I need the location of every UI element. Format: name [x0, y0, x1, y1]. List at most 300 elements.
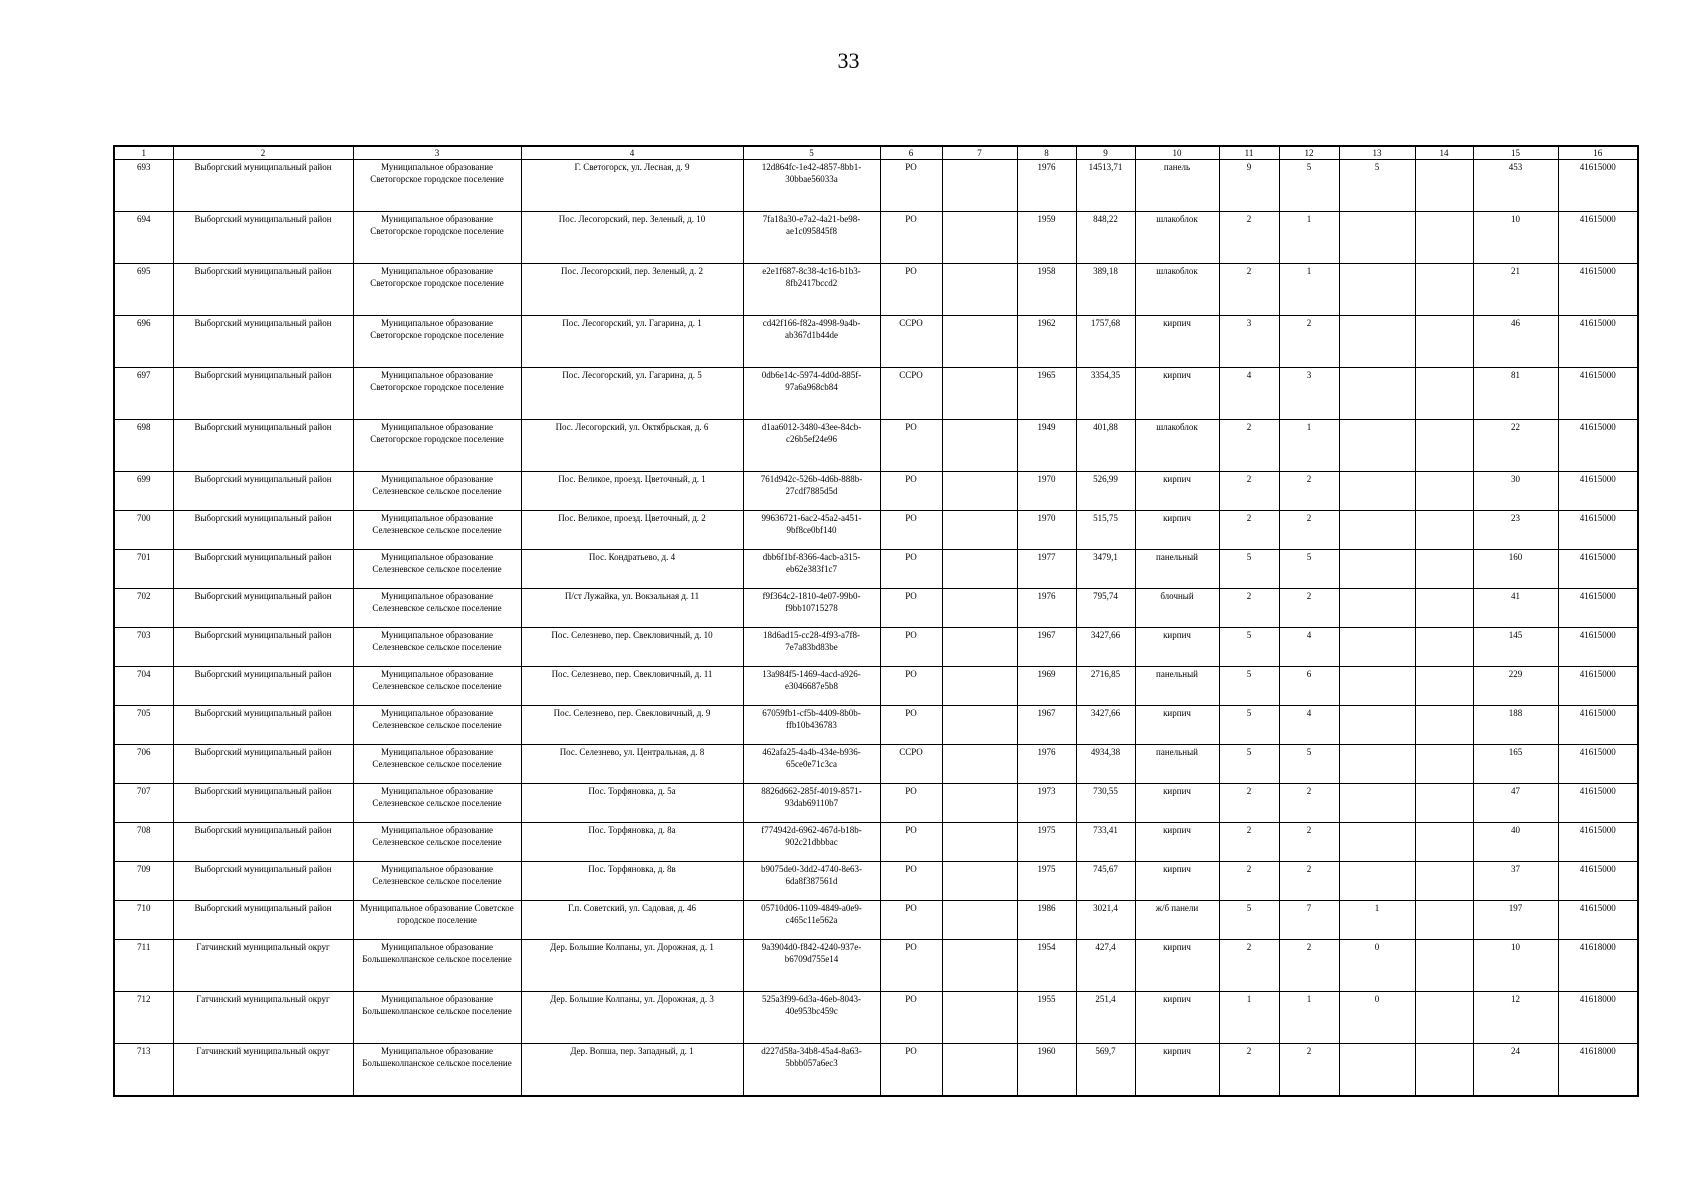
floors-cell: 2	[1219, 420, 1279, 472]
category-cell: РО	[880, 420, 942, 472]
table-row	[114, 667, 1638, 706]
col7-cell	[942, 368, 1017, 420]
address-cell: Пос. Селезнево, пер. Свекловичный, д. 11	[521, 667, 743, 706]
house-guid-cell: 13a984f5-1469-4acd-a926-e3046687e5b8	[743, 667, 880, 706]
floors-cell: 5	[1219, 550, 1279, 589]
column-header-9: 9	[1076, 146, 1135, 160]
category-cell: РО	[880, 212, 942, 264]
area-cell: 795,74	[1076, 589, 1135, 628]
col7-cell	[942, 667, 1017, 706]
district-cell: Выборгский муниципальный район	[173, 550, 353, 589]
table-row	[114, 901, 1638, 940]
floors-cell: 5	[1219, 901, 1279, 940]
area-cell: 427,4	[1076, 940, 1135, 992]
oktmo-cell: 41615000	[1558, 862, 1638, 901]
col7-cell	[942, 472, 1017, 511]
row-number-cell: 707	[114, 784, 173, 823]
row-number-cell: 697	[114, 368, 173, 420]
column-number-row	[114, 146, 1638, 160]
year-cell: 1949	[1017, 420, 1076, 472]
col14-cell	[1415, 316, 1473, 368]
year-cell: 1976	[1017, 745, 1076, 784]
wall-material-cell: кирпич	[1135, 862, 1219, 901]
district-cell: Выборгский муниципальный район	[173, 511, 353, 550]
row-number-cell: 713	[114, 1044, 173, 1097]
row-number-cell: 701	[114, 550, 173, 589]
oktmo-cell: 41615000	[1558, 316, 1638, 368]
area-cell: 251,4	[1076, 992, 1135, 1044]
col7-cell	[942, 992, 1017, 1044]
municipality-cell: Муниципальное образование Селезневское сельское поселение	[353, 862, 521, 901]
table-row	[114, 472, 1638, 511]
table-row	[114, 940, 1638, 992]
residents-cell: 41	[1473, 589, 1558, 628]
category-cell: РО	[880, 784, 942, 823]
column-header-1: 1	[114, 146, 173, 160]
col14-cell	[1415, 589, 1473, 628]
district-cell: Выборгский муниципальный район	[173, 745, 353, 784]
floors-cell: 5	[1219, 667, 1279, 706]
category-cell: РО	[880, 992, 942, 1044]
col13-cell	[1339, 589, 1415, 628]
residents-cell: 229	[1473, 667, 1558, 706]
col13-cell	[1339, 823, 1415, 862]
area-cell: 730,55	[1076, 784, 1135, 823]
address-cell: Пос. Лесогорский, ул. Гагарина, д. 1	[521, 316, 743, 368]
area-cell: 3427,66	[1076, 628, 1135, 667]
row-number-cell: 694	[114, 212, 173, 264]
table-row	[114, 420, 1638, 472]
table-row	[114, 745, 1638, 784]
oktmo-cell: 41615000	[1558, 628, 1638, 667]
address-cell: Пос. Лесогорский, ул. Октябрьская, д. 6	[521, 420, 743, 472]
house-guid-cell: e2e1f687-8c38-4c16-b1b3-8fb2417bccd2	[743, 264, 880, 316]
wall-material-cell: шлакоблок	[1135, 212, 1219, 264]
wall-material-cell: кирпич	[1135, 511, 1219, 550]
category-cell: РО	[880, 667, 942, 706]
oktmo-cell: 41618000	[1558, 940, 1638, 992]
address-cell: Пос. Великое, проезд. Цветочный, д. 2	[521, 511, 743, 550]
table-row	[114, 316, 1638, 368]
floors-cell: 5	[1219, 745, 1279, 784]
municipality-cell: Муниципальное образование Селезневское сельское поселение	[353, 472, 521, 511]
category-cell: РО	[880, 1044, 942, 1097]
oktmo-cell: 41618000	[1558, 992, 1638, 1044]
municipality-cell: Муниципальное образование Селезневское сельское поселение	[353, 823, 521, 862]
area-cell: 733,41	[1076, 823, 1135, 862]
entrances-cell: 6	[1279, 667, 1339, 706]
col14-cell	[1415, 628, 1473, 667]
col14-cell	[1415, 511, 1473, 550]
residents-cell: 165	[1473, 745, 1558, 784]
area-cell: 389,18	[1076, 264, 1135, 316]
house-guid-cell: f774942d-6962-467d-b18b-902c21dbbbac	[743, 823, 880, 862]
table-row	[114, 823, 1638, 862]
district-cell: Выборгский муниципальный район	[173, 823, 353, 862]
row-number-cell: 700	[114, 511, 173, 550]
col14-cell	[1415, 160, 1473, 212]
table-row	[114, 511, 1638, 550]
year-cell: 1976	[1017, 589, 1076, 628]
district-cell: Выборгский муниципальный район	[173, 472, 353, 511]
col7-cell	[942, 940, 1017, 992]
col7-cell	[942, 316, 1017, 368]
floors-cell: 2	[1219, 823, 1279, 862]
house-guid-cell: 761d942c-526b-4d6b-888b-27cdf7885d5d	[743, 472, 880, 511]
col7-cell	[942, 589, 1017, 628]
municipality-cell: Муниципальное образование Светогорское городское поселение	[353, 264, 521, 316]
residents-cell: 197	[1473, 901, 1558, 940]
entrances-cell: 1	[1279, 420, 1339, 472]
address-cell: Пос. Торфяновка, д. 8а	[521, 823, 743, 862]
house-guid-cell: f9f364c2-1810-4e07-99b0-f9bb10715278	[743, 589, 880, 628]
col14-cell	[1415, 472, 1473, 511]
col14-cell	[1415, 420, 1473, 472]
entrances-cell: 2	[1279, 589, 1339, 628]
category-cell: ССРО	[880, 316, 942, 368]
entrances-cell: 2	[1279, 823, 1339, 862]
year-cell: 1986	[1017, 901, 1076, 940]
col14-cell	[1415, 706, 1473, 745]
floors-cell: 9	[1219, 160, 1279, 212]
address-cell: Пос. Селезнево, пер. Свекловичный, д. 9	[521, 706, 743, 745]
oktmo-cell: 41615000	[1558, 784, 1638, 823]
municipality-cell: Муниципальное образование Селезневское сельское поселение	[353, 745, 521, 784]
row-number-cell: 703	[114, 628, 173, 667]
area-cell: 3479,1	[1076, 550, 1135, 589]
year-cell: 1960	[1017, 1044, 1076, 1097]
municipality-cell: Муниципальное образование Селезневское сельское поселение	[353, 706, 521, 745]
category-cell: РО	[880, 472, 942, 511]
floors-cell: 2	[1219, 784, 1279, 823]
category-cell: РО	[880, 550, 942, 589]
entrances-cell: 5	[1279, 745, 1339, 784]
municipality-cell: Муниципальное образование Светогорское городское поселение	[353, 420, 521, 472]
col14-cell	[1415, 992, 1473, 1044]
wall-material-cell: блочный	[1135, 589, 1219, 628]
entrances-cell: 2	[1279, 862, 1339, 901]
table-body	[114, 160, 1638, 1097]
col14-cell	[1415, 550, 1473, 589]
floors-cell: 5	[1219, 628, 1279, 667]
column-header-5: 5	[743, 146, 880, 160]
table-row	[114, 784, 1638, 823]
col14-cell	[1415, 368, 1473, 420]
row-number-cell: 696	[114, 316, 173, 368]
wall-material-cell: кирпич	[1135, 1044, 1219, 1097]
district-cell: Выборгский муниципальный район	[173, 589, 353, 628]
municipality-cell: Муниципальное образование Селезневское сельское поселение	[353, 511, 521, 550]
wall-material-cell: кирпич	[1135, 316, 1219, 368]
row-number-cell: 712	[114, 992, 173, 1044]
oktmo-cell: 41615000	[1558, 667, 1638, 706]
house-guid-cell: 7fa18a30-e7a2-4a21-be98-ae1c095845f8	[743, 212, 880, 264]
col13-cell	[1339, 1044, 1415, 1097]
house-guid-cell: dbb6f1bf-8366-4acb-a315-eb62e383f1c7	[743, 550, 880, 589]
row-number-cell: 708	[114, 823, 173, 862]
col7-cell	[942, 420, 1017, 472]
year-cell: 1959	[1017, 212, 1076, 264]
year-cell: 1970	[1017, 472, 1076, 511]
residents-cell: 81	[1473, 368, 1558, 420]
address-cell: Пос. Лесогорский, пер. Зеленый, д. 2	[521, 264, 743, 316]
oktmo-cell: 41615000	[1558, 745, 1638, 784]
category-cell: ССРО	[880, 745, 942, 784]
floors-cell: 4	[1219, 368, 1279, 420]
address-cell: Пос. Торфяновка, д. 5а	[521, 784, 743, 823]
municipality-cell: Муниципальное образование Большеколпанское сельское поселение	[353, 940, 521, 992]
district-cell: Выборгский муниципальный район	[173, 706, 353, 745]
house-guid-cell: d1aa6012-3480-43ee-84cb-c26b5ef24e96	[743, 420, 880, 472]
area-cell: 3021,4	[1076, 901, 1135, 940]
col7-cell	[942, 784, 1017, 823]
entrances-cell: 1	[1279, 264, 1339, 316]
area-cell: 1757,68	[1076, 316, 1135, 368]
col7-cell	[942, 706, 1017, 745]
row-number-cell: 698	[114, 420, 173, 472]
col13-cell: 0	[1339, 992, 1415, 1044]
page-number: 33	[837, 48, 860, 73]
area-cell: 3427,66	[1076, 706, 1135, 745]
wall-material-cell: шлакоблок	[1135, 264, 1219, 316]
row-number-cell: 693	[114, 160, 173, 212]
oktmo-cell: 41615000	[1558, 420, 1638, 472]
address-cell: Пос. Лесогорский, пер. Зеленый, д. 10	[521, 212, 743, 264]
entrances-cell: 5	[1279, 550, 1339, 589]
column-header-7: 7	[942, 146, 1017, 160]
oktmo-cell: 41615000	[1558, 550, 1638, 589]
category-cell: РО	[880, 862, 942, 901]
floors-cell: 5	[1219, 706, 1279, 745]
row-number-cell: 710	[114, 901, 173, 940]
house-guid-cell: 99636721-6ac2-45a2-a451-9bf8ce0bf140	[743, 511, 880, 550]
col14-cell	[1415, 745, 1473, 784]
oktmo-cell: 41615000	[1558, 706, 1638, 745]
year-cell: 1955	[1017, 992, 1076, 1044]
col13-cell	[1339, 368, 1415, 420]
col13-cell	[1339, 511, 1415, 550]
col7-cell	[942, 823, 1017, 862]
col7-cell	[942, 212, 1017, 264]
col13-cell	[1339, 550, 1415, 589]
district-cell: Выборгский муниципальный район	[173, 264, 353, 316]
house-guid-cell: b9075de0-3dd2-4740-8e63-6da8f387561d	[743, 862, 880, 901]
col14-cell	[1415, 1044, 1473, 1097]
oktmo-cell: 41615000	[1558, 264, 1638, 316]
address-cell: Пос. Селезнево, пер. Свекловичный, д. 10	[521, 628, 743, 667]
col13-cell: 1	[1339, 901, 1415, 940]
address-cell: Дер. Большие Колпаны, ул. Дорожная, д. 1	[521, 940, 743, 992]
floors-cell: 2	[1219, 511, 1279, 550]
row-number-cell: 709	[114, 862, 173, 901]
entrances-cell: 4	[1279, 628, 1339, 667]
category-cell: РО	[880, 264, 942, 316]
district-cell: Гатчинский муниципальный округ	[173, 940, 353, 992]
col13-cell	[1339, 667, 1415, 706]
house-guid-cell: 18d6ad15-cc28-4f93-a7f8-7e7a83bd83be	[743, 628, 880, 667]
entrances-cell: 2	[1279, 472, 1339, 511]
district-cell: Гатчинский муниципальный округ	[173, 1044, 353, 1097]
residents-cell: 24	[1473, 1044, 1558, 1097]
year-cell: 1965	[1017, 368, 1076, 420]
house-guid-cell: 462afa25-4a4b-434e-b936-65ce0e71c3ca	[743, 745, 880, 784]
year-cell: 1962	[1017, 316, 1076, 368]
column-header-16: 16	[1558, 146, 1638, 160]
col14-cell	[1415, 862, 1473, 901]
area-cell: 745,67	[1076, 862, 1135, 901]
row-number-cell: 704	[114, 667, 173, 706]
district-cell: Выборгский муниципальный район	[173, 316, 353, 368]
col14-cell	[1415, 940, 1473, 992]
table-row	[114, 992, 1638, 1044]
row-number-cell: 699	[114, 472, 173, 511]
category-cell: РО	[880, 823, 942, 862]
entrances-cell: 2	[1279, 1044, 1339, 1097]
address-cell: Дер. Вопша, пер. Западный, д. 1	[521, 1044, 743, 1097]
table-row	[114, 368, 1638, 420]
address-cell: Пос. Кондратьево, д. 4	[521, 550, 743, 589]
column-header-4: 4	[521, 146, 743, 160]
col13-cell: 0	[1339, 940, 1415, 992]
area-cell: 848,22	[1076, 212, 1135, 264]
district-cell: Выборгский муниципальный район	[173, 784, 353, 823]
oktmo-cell: 41615000	[1558, 823, 1638, 862]
floors-cell: 2	[1219, 264, 1279, 316]
year-cell: 1967	[1017, 628, 1076, 667]
district-cell: Выборгский муниципальный район	[173, 862, 353, 901]
floors-cell: 3	[1219, 316, 1279, 368]
floors-cell: 1	[1219, 992, 1279, 1044]
col7-cell	[942, 550, 1017, 589]
column-header-8: 8	[1017, 146, 1076, 160]
col14-cell	[1415, 212, 1473, 264]
area-cell: 526,99	[1076, 472, 1135, 511]
floors-cell: 2	[1219, 589, 1279, 628]
row-number-cell: 706	[114, 745, 173, 784]
col13-cell	[1339, 628, 1415, 667]
residents-cell: 46	[1473, 316, 1558, 368]
oktmo-cell: 41615000	[1558, 901, 1638, 940]
residents-cell: 10	[1473, 940, 1558, 992]
row-number-cell: 705	[114, 706, 173, 745]
entrances-cell: 3	[1279, 368, 1339, 420]
table-row	[114, 212, 1638, 264]
col7-cell	[942, 160, 1017, 212]
column-header-12: 12	[1279, 146, 1339, 160]
table-row	[114, 589, 1638, 628]
address-cell: Г.п. Советский, ул. Садовая, д. 46	[521, 901, 743, 940]
wall-material-cell: кирпич	[1135, 823, 1219, 862]
municipality-cell: Муниципальное образование Селезневское сельское поселение	[353, 628, 521, 667]
wall-material-cell: кирпич	[1135, 706, 1219, 745]
col13-cell	[1339, 706, 1415, 745]
col7-cell	[942, 264, 1017, 316]
year-cell: 1977	[1017, 550, 1076, 589]
year-cell: 1975	[1017, 862, 1076, 901]
col14-cell	[1415, 901, 1473, 940]
entrances-cell: 5	[1279, 160, 1339, 212]
table-row	[114, 160, 1638, 212]
residents-cell: 21	[1473, 264, 1558, 316]
row-number-cell: 702	[114, 589, 173, 628]
column-header-10: 10	[1135, 146, 1219, 160]
district-cell: Выборгский муниципальный район	[173, 901, 353, 940]
table-row	[114, 1044, 1638, 1097]
house-guid-cell: d227d58a-34b8-45a4-8a63-5bbb057a6ec3	[743, 1044, 880, 1097]
entrances-cell: 1	[1279, 992, 1339, 1044]
residents-cell: 22	[1473, 420, 1558, 472]
municipality-cell: Муниципальное образование Советское городское поселение	[353, 901, 521, 940]
house-guid-cell: 05710d06-1109-4849-a0e9-c465c11e562a	[743, 901, 880, 940]
wall-material-cell: панельный	[1135, 667, 1219, 706]
residents-cell: 145	[1473, 628, 1558, 667]
column-header-13: 13	[1339, 146, 1415, 160]
housing-registry-table	[113, 145, 1639, 1097]
district-cell: Выборгский муниципальный район	[173, 368, 353, 420]
col13-cell	[1339, 745, 1415, 784]
municipality-cell: Муниципальное образование Селезневское сельское поселение	[353, 589, 521, 628]
year-cell: 1958	[1017, 264, 1076, 316]
category-cell: РО	[880, 511, 942, 550]
entrances-cell: 2	[1279, 511, 1339, 550]
wall-material-cell: панель	[1135, 160, 1219, 212]
address-cell: Г. Светогорск, ул. Лесная, д. 9	[521, 160, 743, 212]
col13-cell	[1339, 784, 1415, 823]
house-guid-cell: 9a3904d0-f842-4240-937e-b6709d755e14	[743, 940, 880, 992]
table-row	[114, 862, 1638, 901]
residents-cell: 10	[1473, 212, 1558, 264]
house-guid-cell: 67059fb1-cf5b-4409-8b0b-ffb10b436783	[743, 706, 880, 745]
col13-cell	[1339, 316, 1415, 368]
col7-cell	[942, 901, 1017, 940]
residents-cell: 160	[1473, 550, 1558, 589]
area-cell: 14513,71	[1076, 160, 1135, 212]
residents-cell: 30	[1473, 472, 1558, 511]
category-cell: РО	[880, 589, 942, 628]
wall-material-cell: шлакоблок	[1135, 420, 1219, 472]
column-header-2: 2	[173, 146, 353, 160]
wall-material-cell: кирпич	[1135, 784, 1219, 823]
entrances-cell: 2	[1279, 940, 1339, 992]
area-cell: 4934,38	[1076, 745, 1135, 784]
col13-cell: 5	[1339, 160, 1415, 212]
column-header-6: 6	[880, 146, 942, 160]
col7-cell	[942, 628, 1017, 667]
house-guid-cell: 12d864fc-1e42-4857-8bb1-30bbae56033a	[743, 160, 880, 212]
district-cell: Выборгский муниципальный район	[173, 160, 353, 212]
entrances-cell: 2	[1279, 316, 1339, 368]
category-cell: РО	[880, 160, 942, 212]
oktmo-cell: 41615000	[1558, 368, 1638, 420]
municipality-cell: Муниципальное образование Селезневское сельское поселение	[353, 784, 521, 823]
residents-cell: 23	[1473, 511, 1558, 550]
district-cell: Выборгский муниципальный район	[173, 420, 353, 472]
address-cell: Пос. Великое, проезд. Цветочный, д. 1	[521, 472, 743, 511]
col13-cell	[1339, 862, 1415, 901]
col13-cell	[1339, 420, 1415, 472]
category-cell: РО	[880, 628, 942, 667]
address-cell: Пос. Торфяновка, д. 8в	[521, 862, 743, 901]
year-cell: 1975	[1017, 823, 1076, 862]
year-cell: 1976	[1017, 160, 1076, 212]
address-cell: П/ст Лужайка, ул. Вокзальная д. 11	[521, 589, 743, 628]
year-cell: 1969	[1017, 667, 1076, 706]
municipality-cell: Муниципальное образование Светогорское городское поселение	[353, 212, 521, 264]
col7-cell	[942, 1044, 1017, 1097]
wall-material-cell: панельный	[1135, 550, 1219, 589]
house-guid-cell: 8826d662-285f-4019-8571-93dab69110b7	[743, 784, 880, 823]
year-cell: 1970	[1017, 511, 1076, 550]
